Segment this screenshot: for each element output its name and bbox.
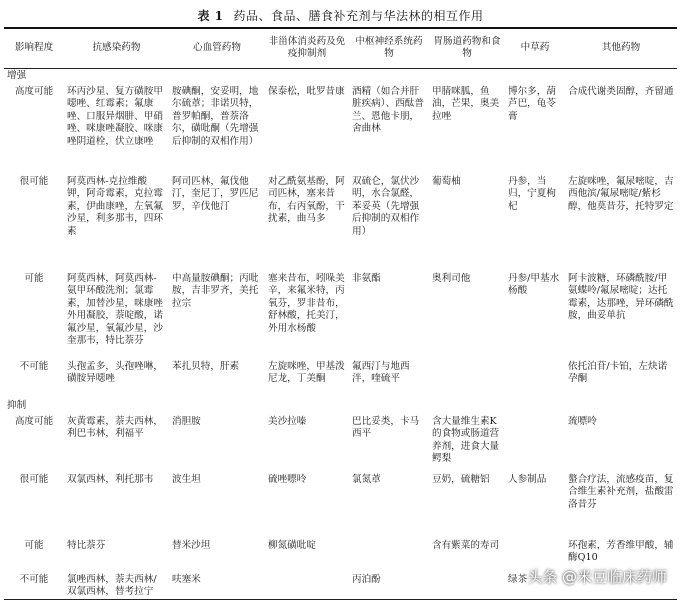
header-cell: 抗感染药物 (64, 28, 169, 68)
table-cell: 消胆胺 (172, 415, 201, 427)
table-cell: 阿司匹林，氟伐他汀，奎尼丁，罗匹尼罗，辛伐他汀 (172, 175, 259, 212)
level-cell: 高度可能 (14, 415, 54, 427)
table-cell: 氯氮䓬 (352, 473, 381, 485)
table-cell: 柳氮磺吡啶 (268, 539, 316, 551)
table-cell: 甲腈咪胍，鱼油，芒果，奥美拉唑 (432, 85, 500, 122)
table-cell: 合成代谢类固醇，齐留通 (568, 85, 674, 97)
header-row (4, 28, 677, 68)
level-cell: 不可能 (4, 572, 64, 600)
table-cell: 丹参，当归，宁夏枸杞 (508, 175, 556, 212)
table-cell: 波生坦 (172, 473, 201, 485)
table-cell: 环孢素，芳香维甲酸，辅酶Q10 (568, 539, 674, 564)
header-cell: 非甾体消炎药及免疫抑制剂 (265, 28, 349, 68)
table-cell: 环丙沙星、复方磺胺甲噁唑、红霉素；氟康唑、口服异烟肼、甲硝唑、咪康唑凝胶、咪康唑阴道栓，伏立康唑 (67, 85, 163, 147)
table-cell: 氯唑西林，萘夫西林/双氯西林，替考拉宁 (64, 572, 169, 600)
table-cell: 巴比妥类，卡马西平 (352, 415, 420, 440)
header-cell: 中草药 (505, 28, 565, 68)
level-cell: 很可能 (19, 473, 49, 485)
header-cell: 中枢神经系统药物 (349, 28, 429, 68)
table-cell: 巯嘌呤 (568, 415, 597, 427)
header-cell: 其他药物 (565, 28, 677, 68)
table-cell: 替米沙坦 (172, 539, 211, 551)
level-cell: 很可能 (19, 175, 49, 187)
table-cell: 依托泊苷/卡铂，左炔诺孕酮 (568, 360, 668, 385)
table-cell: 螯合疗法，流感疫苗，复合维生素补充剂，盐酸雷洛昔芬 (568, 473, 674, 510)
table-cell: 呋塞米 (169, 572, 265, 600)
table-cell (349, 538, 429, 572)
watermark-text: 头条 @米豆临床药师 (527, 568, 667, 586)
table-cell: 胺碘酮，安妥明，地尔硫䓬；非诺贝特，普罗帕酮，普萘洛尔，磺吡酮（先增强后抑制的双相作用） (172, 85, 259, 147)
table-cell (505, 414, 565, 472)
table-cell: 特比萘芬 (67, 539, 106, 551)
table-cell: 人参制品 (508, 473, 547, 485)
table-row (4, 472, 677, 538)
table-cell: 酒精（如合并肝脏疾病）、西酞普兰、恩他卡朋，舍曲林 (352, 85, 424, 135)
table-cell: 左旋咪唑，甲基泼尼龙，丁美酮 (268, 360, 345, 385)
table-cell: 双氯西林，利托那韦 (67, 473, 154, 485)
table-cell: 丹参/甲基水杨酸 (508, 272, 560, 297)
section-label: 抑制 (7, 399, 27, 411)
table-cell: 绿茶 (505, 572, 565, 600)
table-row (4, 271, 677, 359)
table-number: 表 1 (197, 9, 224, 23)
table-cell: 奥利司他 (432, 272, 471, 284)
table-cell (265, 572, 349, 600)
header-cell: 胃肠道药物和食物 (429, 28, 505, 68)
table-cell: 氟西汀与地西泮，喹硫平 (352, 360, 410, 385)
table-title: 药品、食品、膳食补充剂与华法林的相互作用 (233, 9, 484, 23)
table-cell: 葡萄柚 (432, 175, 461, 187)
table-row (4, 414, 677, 472)
table-cell: 阿莫西林，阿莫西林-氨甲环酸洗剂；氯霉素，加替沙星，咪康唑外用凝胶，萘啶酸，诺氟沙星，氧氟沙星，沙奎那韦，特比萘芬 (67, 272, 163, 347)
table-cell (429, 359, 505, 399)
table-cell: 硫唑嘌呤 (268, 473, 307, 485)
table-cell: 塞来昔布，吲哚美辛，来氟米特，丙氧芬，罗非昔布，舒林酸，托美汀，外用水杨酸 (268, 272, 345, 334)
table-cell: 头孢孟多，头孢唑啉，磺胺异噁唑 (67, 360, 163, 385)
table-row (4, 359, 677, 399)
table-cell: 丙泊酚 (349, 572, 429, 600)
table-cell (505, 359, 565, 399)
table-cell: 对乙酰氨基酚，阿司匹林，塞来昔布，右丙氧酚，干扰素，曲马多 (268, 175, 345, 225)
interaction-table (4, 27, 677, 600)
table-cell (429, 572, 505, 600)
section-row (4, 68, 677, 84)
table-row (4, 84, 677, 174)
table-cell: 苯扎贝特，肝素 (172, 360, 240, 372)
table-cell: 非氨酯 (352, 272, 381, 284)
table-cell: 左旋咪唑，氟尿嘧啶，吉西他滨/氟尿嘧啶/紫杉醇，他莫昔芬，托特罗定 (568, 175, 674, 212)
table-cell: 博尔多，葫芦巴，龟苓膏 (508, 85, 556, 122)
table-cell: 灰黄霉素，萘夫西林，利巴韦林，利福平 (67, 415, 163, 440)
table-cell: 美沙拉嗪 (268, 415, 307, 427)
level-cell: 不可能 (19, 360, 49, 372)
level-cell: 可能 (24, 539, 44, 551)
section-row (4, 399, 677, 414)
section-label: 增强 (7, 69, 27, 81)
level-cell: 高度可能 (14, 85, 54, 97)
level-cell: 可能 (24, 272, 44, 284)
header-cell: 心血管药物 (169, 28, 265, 68)
table-cell: 豆奶，硫糖铝 (432, 473, 490, 485)
table-cell: 双硫仑，氯伏沙明，水合氯醛，苯妥英（先增强后抑制的双相作用） (352, 175, 420, 237)
table-row (4, 174, 677, 271)
table-cell: 保泰松，吡罗昔康 (268, 85, 345, 97)
table-cell: 含有紫菜的寿司 (432, 539, 500, 551)
table-cell: 阿莫西林-克拉维酸钾，阿奇霉素，克拉霉素，伊曲康唑，左氧氟沙星，利多那韦，四环素 (67, 175, 163, 237)
table-caption (0, 7, 681, 24)
table-cell: 中高量胺碘酮；丙吡胺，吉非罗齐，美托拉宗 (172, 272, 259, 309)
header-cell: 影响程度 (4, 28, 64, 68)
table-cell: 含大量维生素K的食物或肠道营养剂，进食大量鳄梨 (432, 415, 500, 465)
table-cell: 阿卡波糖，环磷酰胺/甲氨蝶呤/氟尿嘧啶；达托霉素，达那唑，异环磷酰胺，曲妥单抗 (568, 272, 674, 322)
